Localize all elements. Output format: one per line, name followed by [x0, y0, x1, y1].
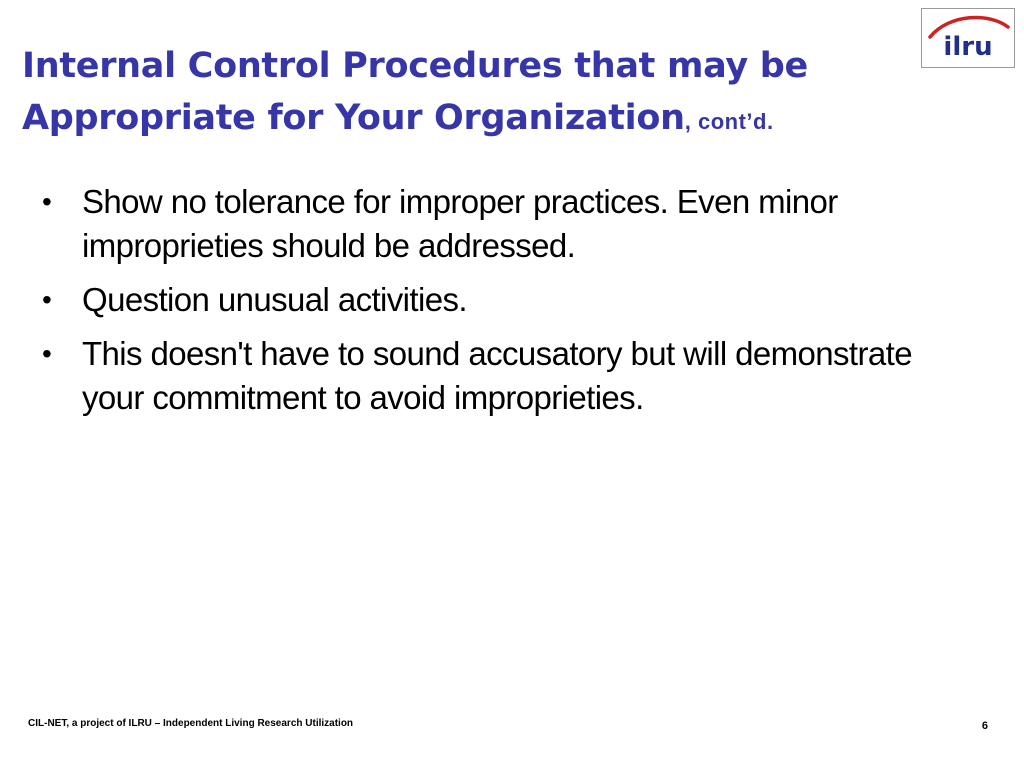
- bullet-list: [42, 180, 982, 430]
- title-line-2-main: Appropriate for Your Organization: [22, 98, 685, 138]
- title-suffix: , cont’d.: [684, 109, 774, 134]
- bullet-marker: •: [42, 284, 52, 315]
- ilru-logo-icon: [922, 9, 1014, 67]
- title-line-2: [22, 92, 922, 148]
- bullet-text: This doesn't have to sound accusatory but will demonstrate your commitment to avoid improprieties.: [82, 335, 912, 416]
- slide-title: [22, 40, 922, 148]
- list-item: [42, 278, 982, 322]
- bullet-marker: •: [42, 186, 52, 217]
- ilru-logo: [921, 8, 1015, 68]
- list-item: [42, 332, 982, 420]
- title-line-1: Internal Control Procedures that may be: [22, 46, 808, 86]
- list-item: [42, 180, 982, 268]
- page-number: 6: [981, 720, 988, 732]
- bullet-text: Show no tolerance for improper practices. Even minor improprieties should be addressed.: [82, 183, 838, 264]
- bullet-marker: •: [42, 338, 52, 369]
- footer-text: CIL-NET, a project of ILRU – Independent Living Research Utilization: [28, 718, 354, 729]
- logo-text: ilru: [943, 32, 993, 62]
- bullet-text: Question unusual activities.: [82, 281, 467, 318]
